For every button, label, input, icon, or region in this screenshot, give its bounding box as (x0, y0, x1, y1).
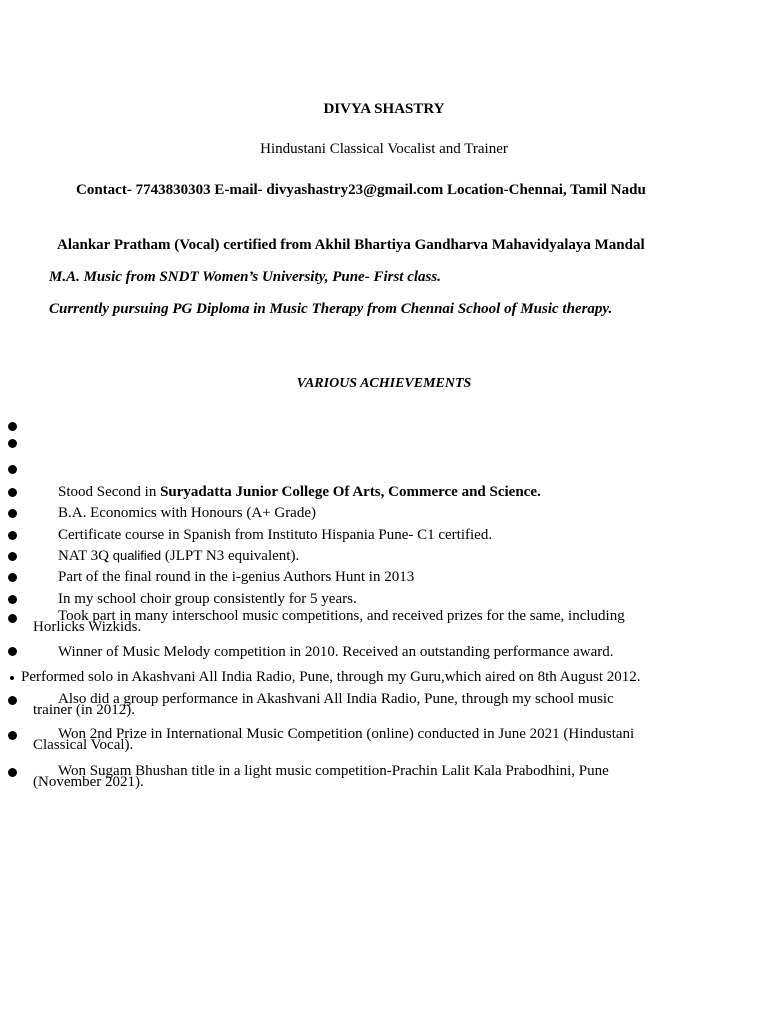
contact-line: Contact- 7743830303 E-mail- divyashastry23@gmail.com Location-Chennai, Tamil Nadu (76, 182, 646, 198)
achievement-item: Performed solo in Akashvani All India Radio, Pune, through my Guru,which aired on 8th August 2012. (21, 669, 641, 685)
bullet-icon (8, 595, 17, 604)
achievement-text: Classical Vocal). (33, 737, 134, 753)
bullet-icon (8, 465, 17, 474)
achievement-text: Horlicks Wizkids. (33, 619, 142, 635)
bullet-icon (8, 573, 17, 582)
achievement-text: Won 2nd Prize in International Music Competition (online) conducted in June 2021 (Hindustani (58, 726, 635, 742)
achievement-item: B.A. Economics with Honours (A+ Grade) (58, 505, 316, 521)
achievement-text: Won Sugam Bhushan title in a light music competition-Prachin Lalit Kala Prabodhini, Pune (58, 763, 609, 779)
bullet-icon (8, 488, 17, 497)
qualification-pgd: Currently pursuing PG Diploma in Music Therapy from Chennai School of Music therapy. (49, 301, 613, 317)
achievement-text: trainer (in 2012). (33, 702, 136, 718)
achievement-text: qualified (112, 548, 162, 563)
achievement-text: NAT 3Q (58, 548, 113, 564)
bullet-icon (8, 696, 17, 705)
achievement-item (33, 763, 693, 790)
achievement-text: Took part in many interschool music competitions, and received prizes for the same, including (58, 608, 625, 624)
bullet-icon (8, 614, 17, 623)
achievement-item (58, 548, 299, 565)
achievement-item (33, 691, 693, 718)
bullet-icon (8, 439, 17, 448)
qualification-ma: M.A. Music from SNDT Women’s University, Pune- First class. (49, 269, 441, 285)
achievements-heading: VARIOUS ACHIEVEMENTS (296, 376, 472, 391)
achievement-item (33, 726, 693, 753)
achievement-item (33, 608, 693, 635)
achievement-text: Stood Second in (58, 484, 161, 500)
achievement-item: Certificate course in Spanish from Instituto Hispania Pune- C1 certified. (58, 527, 493, 543)
achievement-text: Also did a group performance in Akashvani All India Radio, Pune, through my school music (58, 691, 614, 707)
achievement-item: Part of the final round in the i-genius Authors Hunt in 2013 (58, 569, 415, 585)
qualification-alankar: Alankar Pratham (Vocal) certified from Akhil Bhartiya Gandharva Mahavidyalaya Mandal (57, 237, 645, 253)
bullet-icon (8, 422, 17, 431)
bullet-icon (8, 731, 17, 740)
achievement-item: Winner of Music Melody competition in 2010. Received an outstanding performance award. (58, 644, 614, 660)
achievement-college: Suryadatta Junior College Of Arts, Commerce and Science. (160, 484, 541, 500)
achievement-text: (JLPT N3 equivalent). (161, 548, 300, 564)
bullet-icon (10, 676, 14, 680)
resume-subtitle: Hindustani Classical Vocalist and Trainer (260, 141, 508, 157)
achievement-item: In my school choir group consistently for 5 years. (58, 591, 357, 607)
bullet-icon (8, 509, 17, 518)
bullet-icon (8, 768, 17, 777)
bullet-icon (8, 647, 17, 656)
achievement-text: (November 2021). (33, 774, 144, 790)
bullet-icon (8, 531, 17, 540)
resume-name: DIVYA SHASTRY (323, 101, 445, 117)
achievement-item (58, 484, 541, 501)
bullet-icon (8, 552, 17, 561)
